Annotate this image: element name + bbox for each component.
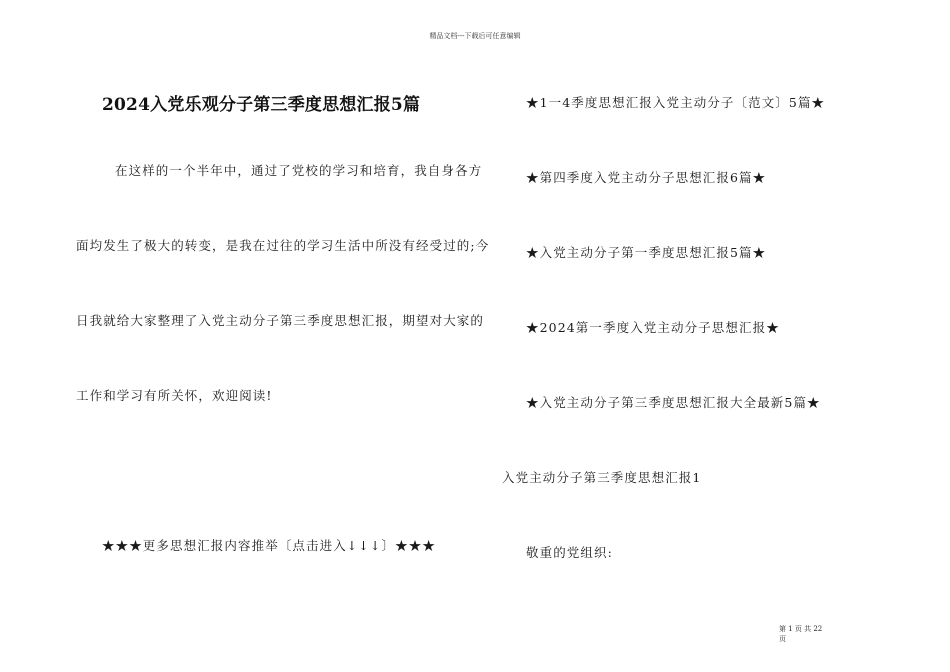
report-heading: 入党主动分子第三季度思想汇报1 [502,470,702,485]
page-number-line-1: 第 1 页 共 22 [779,625,823,633]
intro-line-4: 工作和学习有所关怀，欢迎阅读! [76,388,273,403]
recommend-link-4[interactable]: ★2024第一季度入党主动分子思想汇报★ [526,320,780,335]
intro-line-1: 在这样的一个半年中，通过了党校的学习和培育，我自身各方 [115,163,483,178]
recommend-link-1[interactable]: ★1一4季度思想汇报入党主动分子〔范文〕5篇★ [526,95,826,110]
recommend-link-2[interactable]: ★第四季度入党主动分子思想汇报6篇★ [526,170,767,185]
intro-line-2: 面均发生了极大的转变，是我在过往的学习生活中所没有经受过的;今 [76,238,490,253]
page-header-note: 精品文档---下载后可任意编辑 [429,32,521,40]
salutation: 敬重的党组织: [526,545,613,560]
document-title: 2024入党乐观分子第三季度思想汇报5篇 [102,95,421,115]
recommend-link-5[interactable]: ★入党主动分子第三季度思想汇报大全最新5篇★ [526,395,821,410]
page-number-line-2: 页 [779,635,786,643]
more-recommend-banner: ★★★更多思想汇报内容推举〔点击进入↓↓↓〕★★★ [102,538,436,553]
recommend-link-3[interactable]: ★入党主动分子第一季度思想汇报5篇★ [526,245,767,260]
intro-line-3: 日我就给大家整理了入党主动分子第三季度思想汇报，期望对大家的 [76,313,485,328]
page-footer [779,624,822,644]
